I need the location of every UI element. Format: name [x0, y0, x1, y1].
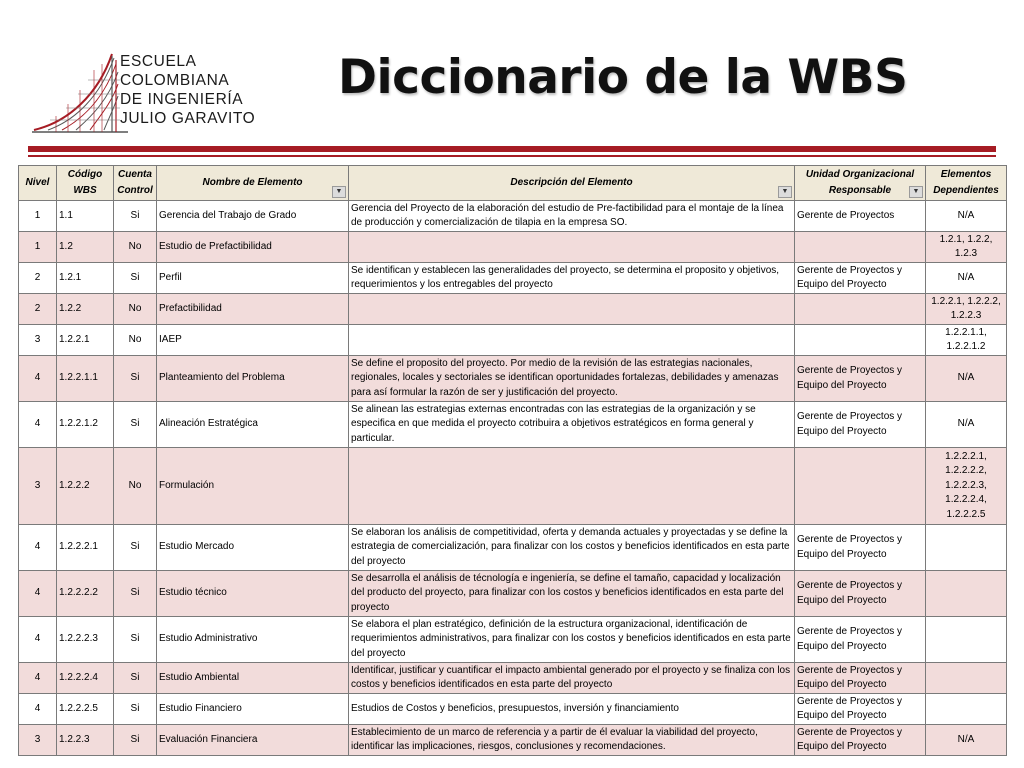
cell-codigo: 1.2.1	[57, 263, 114, 294]
cell-codigo: 1.2	[57, 232, 114, 263]
cell-nivel: 4	[19, 663, 57, 694]
cell-nombre: Formulación	[157, 448, 349, 525]
cell-cuenta: Si	[114, 402, 157, 448]
cell-cuenta: Si	[114, 356, 157, 402]
cell-cuenta: Si	[114, 725, 157, 756]
table-row	[19, 402, 1007, 448]
cell-codigo: 1.2.2	[57, 294, 114, 325]
cell-unidad: Gerente de Proyectos y Equipo del Proyecto	[795, 694, 926, 725]
logo-line: COLOMBIANA	[120, 72, 230, 89]
logo-emblem	[32, 54, 128, 132]
cell-nivel: 4	[19, 402, 57, 448]
table-row	[19, 571, 1007, 617]
cell-nombre: Estudio técnico	[157, 571, 349, 617]
cell-cuenta: No	[114, 294, 157, 325]
column-header-nivel	[19, 166, 57, 201]
cell-codigo: 1.2.2.2.2	[57, 571, 114, 617]
cell-cuenta: Si	[114, 201, 157, 232]
cell-nivel: 1	[19, 201, 57, 232]
column-header-label: Cuenta Control	[117, 169, 153, 196]
cell-codigo: 1.2.2.1	[57, 325, 114, 356]
column-header-unidad	[795, 166, 926, 201]
cell-unidad: Gerente de Proyectos y Equipo del Proyecto	[795, 725, 926, 756]
cell-dependientes: 1.2.2.1, 1.2.2.2, 1.2.2.3	[926, 294, 1007, 325]
cell-descripcion	[349, 325, 795, 356]
column-header-label: Nombre de Elemento	[202, 177, 303, 188]
table-row	[19, 448, 1007, 525]
cell-descripcion: Se alinean las estrategias externas encontradas con las estrategias de la organización y se especifica en que medida el proyecto cotribuira a objetivos estratégicos en forma general y particular.	[349, 402, 795, 448]
logo-line: ESCUELA	[120, 53, 197, 70]
logo-wordmark	[120, 52, 255, 128]
cell-unidad	[795, 325, 926, 356]
cell-unidad: Gerente de Proyectos y Equipo del Proyecto	[795, 402, 926, 448]
cell-cuenta: Si	[114, 617, 157, 663]
header-divider	[28, 146, 996, 152]
cell-dependientes: 1.2.2.2.1, 1.2.2.2.2, 1.2.2.2.3, 1.2.2.2.4, 1.2.2.2.5	[926, 448, 1007, 525]
cell-codigo: 1.1	[57, 201, 114, 232]
cell-descripcion: Estudios de Costos y beneficios, presupuestos, inversión y financiamiento	[349, 694, 795, 725]
header-divider-thin	[28, 155, 996, 157]
cell-nivel: 3	[19, 448, 57, 525]
table-row	[19, 617, 1007, 663]
cell-unidad: Gerente de Proyectos y Equipo del Proyecto	[795, 617, 926, 663]
cell-dependientes: N/A	[926, 356, 1007, 402]
cell-cuenta: No	[114, 325, 157, 356]
cell-dependientes	[926, 525, 1007, 571]
cell-descripcion: Identificar, justificar y cuantificar el impacto ambiental generado por el proyecto y se finaliza con los costos y beneficios identificados en esta parte del proyecto	[349, 663, 795, 694]
cell-nivel: 1	[19, 232, 57, 263]
table-header-row	[19, 166, 1007, 201]
cell-nombre: Evaluación Financiera	[157, 725, 349, 756]
cell-codigo: 1.2.2.1.1	[57, 356, 114, 402]
cell-descripcion: Se elaboran los análisis de competitividad, oferta y demanda actuales y proyectadas y se define la estrategia de comercialización, para finalizar con los costos y beneficios identificados en esta parte del proyecto	[349, 525, 795, 571]
filter-dropdown-icon[interactable]: ▼	[778, 186, 792, 198]
cell-dependientes	[926, 694, 1007, 725]
table-row	[19, 725, 1007, 756]
column-header-label: Elementos Dependientes	[933, 169, 999, 196]
cell-nombre: Estudio Financiero	[157, 694, 349, 725]
column-header-cuenta	[114, 166, 157, 201]
table-row	[19, 663, 1007, 694]
cell-cuenta: No	[114, 232, 157, 263]
cell-cuenta: Si	[114, 571, 157, 617]
column-header-nombre	[157, 166, 349, 201]
cell-unidad: Gerente de Proyectos y Equipo del Proyecto	[795, 663, 926, 694]
cell-nivel: 4	[19, 694, 57, 725]
cell-nivel: 4	[19, 525, 57, 571]
cell-nombre: Estudio Administrativo	[157, 617, 349, 663]
cell-codigo: 1.2.2.2.3	[57, 617, 114, 663]
cell-cuenta: No	[114, 448, 157, 525]
cell-unidad: Gerente de Proyectos y Equipo del Proyecto	[795, 356, 926, 402]
cell-codigo: 1.2.2.2	[57, 448, 114, 525]
cell-nombre: Estudio Ambiental	[157, 663, 349, 694]
cell-nombre: IAEP	[157, 325, 349, 356]
cell-nivel: 4	[19, 617, 57, 663]
cell-descripcion: Gerencia del Proyecto de la elaboración del estudio de Pre-factibilidad para el montaje de la línea de producción y comercialización de tilapia en la empresa SO.	[349, 201, 795, 232]
cell-codigo: 1.2.2.2.4	[57, 663, 114, 694]
cell-unidad: Gerente de Proyectos y Equipo del Proyecto	[795, 571, 926, 617]
cell-codigo: 1.2.2.2.5	[57, 694, 114, 725]
cell-dependientes: N/A	[926, 201, 1007, 232]
cell-nombre: Planteamiento del Problema	[157, 356, 349, 402]
cell-cuenta: Si	[114, 263, 157, 294]
cell-unidad	[795, 448, 926, 525]
cell-unidad: Gerente de Proyectos y Equipo del Proyecto	[795, 263, 926, 294]
cell-unidad: Gerente de Proyectos	[795, 201, 926, 232]
wbs-dictionary-table	[18, 165, 1007, 756]
cell-nivel: 3	[19, 725, 57, 756]
page-title: Diccionario de la WBS	[338, 50, 908, 105]
cell-descripcion	[349, 232, 795, 263]
cell-dependientes: 1.2.1, 1.2.2, 1.2.3	[926, 232, 1007, 263]
cell-codigo: 1.2.2.3	[57, 725, 114, 756]
table-row	[19, 694, 1007, 725]
column-header-dependientes	[926, 166, 1007, 201]
logo-line: DE INGENIERÍA	[120, 91, 244, 108]
cell-codigo: 1.2.2.1.2	[57, 402, 114, 448]
cell-descripcion: Se identifican y establecen las generalidades del proyecto, se determina el proposito y objetivos, requerimientos y los entregables del proyecto	[349, 263, 795, 294]
filter-dropdown-icon[interactable]: ▼	[909, 186, 923, 198]
cell-nombre: Estudio de Prefactibilidad	[157, 232, 349, 263]
column-header-label: Unidad Organizacional Responsable	[805, 169, 915, 196]
cell-nivel: 4	[19, 571, 57, 617]
cell-nombre: Perfil	[157, 263, 349, 294]
cell-descripcion: Se elabora el plan estratégico, definición de la estructura organizacional, identificación de requerimientos administrativos, para finalizar con los costos y beneficios identificados en esta parte del proyecto	[349, 617, 795, 663]
cell-nombre: Gerencia del Trabajo de Grado	[157, 201, 349, 232]
cell-nombre: Estudio Mercado	[157, 525, 349, 571]
cell-descripcion	[349, 294, 795, 325]
table-row	[19, 263, 1007, 294]
cell-unidad: Gerente de Proyectos y Equipo del Proyecto	[795, 525, 926, 571]
table-row	[19, 325, 1007, 356]
logo-line: JULIO GARAVITO	[120, 110, 256, 127]
cell-nombre: Prefactibilidad	[157, 294, 349, 325]
cell-cuenta: Si	[114, 525, 157, 571]
cell-cuenta: Si	[114, 694, 157, 725]
cell-descripcion: Se define el proposito del proyecto. Por medio de la revisión de las estrategias nacionales, regionales, locales y sectoriales se identifican oportunidades fortalezas, debilidades y amenazas para así formular la razón de ser y justificación del proyecto.	[349, 356, 795, 402]
cell-nombre: Alineación Estratégica	[157, 402, 349, 448]
cell-descripcion: Establecimiento de un marco de referencia y a partir de él evaluar la viabilidad del proyecto, identificar las implicaciones, riesgos, conclusiones y recomendaciones.	[349, 725, 795, 756]
cell-dependientes: N/A	[926, 725, 1007, 756]
cell-dependientes: N/A	[926, 402, 1007, 448]
cell-nivel: 3	[19, 325, 57, 356]
cell-codigo: 1.2.2.2.1	[57, 525, 114, 571]
filter-dropdown-icon[interactable]: ▼	[332, 186, 346, 198]
cell-cuenta: Si	[114, 663, 157, 694]
cell-dependientes	[926, 663, 1007, 694]
column-header-label: Código WBS	[67, 169, 103, 196]
cell-nivel: 2	[19, 294, 57, 325]
column-header-descripcion	[349, 166, 795, 201]
column-header-label: Descripción del Elemento	[510, 177, 633, 188]
table-row	[19, 232, 1007, 263]
table-row	[19, 201, 1007, 232]
table-row	[19, 525, 1007, 571]
table-row	[19, 294, 1007, 325]
cell-dependientes: N/A	[926, 263, 1007, 294]
cell-unidad	[795, 294, 926, 325]
cell-nivel: 2	[19, 263, 57, 294]
cell-descripcion	[349, 448, 795, 525]
cell-nivel: 4	[19, 356, 57, 402]
cell-unidad	[795, 232, 926, 263]
cell-dependientes	[926, 571, 1007, 617]
cell-dependientes	[926, 617, 1007, 663]
column-header-label: Nivel	[25, 177, 50, 188]
cell-descripcion: Se desarrolla el análisis de técnología e ingeniería, se define el tamaño, capacidad y localización del producto del proyecto, para finalizar con los costos y beneficios identificados en esta parte del proyecto	[349, 571, 795, 617]
cell-dependientes: 1.2.2.1.1, 1.2.2.1.2	[926, 325, 1007, 356]
column-header-codigo	[57, 166, 114, 201]
table-row	[19, 356, 1007, 402]
